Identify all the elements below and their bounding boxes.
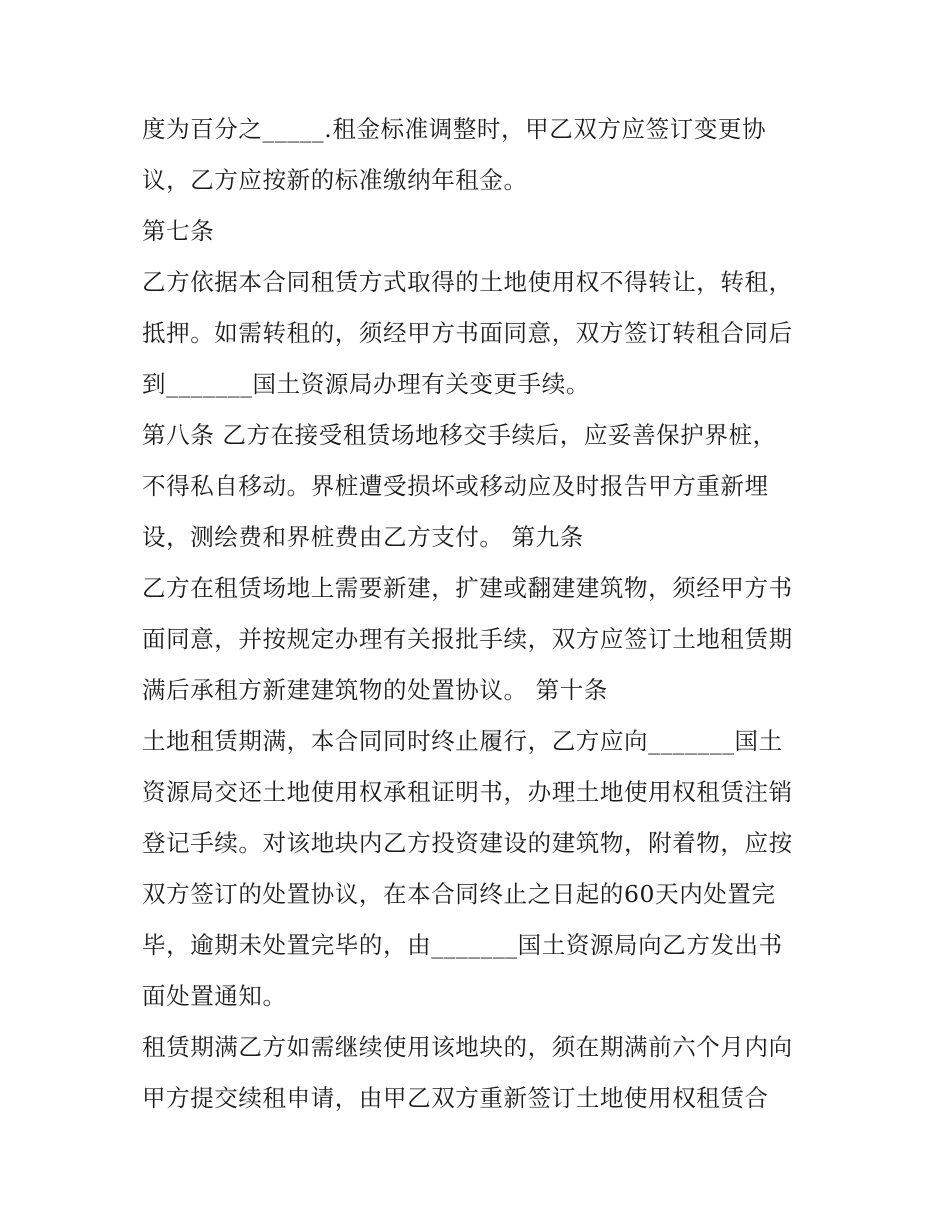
text-line: 面处置通知。 bbox=[142, 982, 287, 1010]
text-line: 议，乙方应按新的标准缴纳年租金。 bbox=[142, 166, 528, 194]
text-line: 资源局交还土地使用权承租证明书，办理土地使用权租赁注销 bbox=[142, 778, 793, 806]
article-heading: 第七条 bbox=[142, 217, 215, 245]
text-line: 土地租赁期满，本合同同时终止履行，乙方应向_______国土 bbox=[142, 727, 783, 755]
text-line: 甲方提交续租申请，由甲乙双方重新签订土地使用权租赁合 bbox=[142, 1084, 769, 1112]
text-line: 乙方在租赁场地上需要新建，扩建或翻建建筑物，须经甲方书 bbox=[142, 574, 793, 602]
text-line: 双方签订的处置协议，在本合同终止之日起的60天内处置完 bbox=[142, 880, 776, 908]
document-body bbox=[142, 104, 822, 1124]
text-line: 满后承租方新建建筑物的处置协议。 第十条 bbox=[142, 676, 608, 704]
text-line: 毕，逾期未处置完毕的，由_______国土资源局向乙方发出书 bbox=[142, 931, 783, 959]
text-line: 乙方依据本合同租赁方式取得的土地使用权不得转让，转租， bbox=[142, 268, 793, 296]
text-line: 租赁期满乙方如需继续使用该地块的，须在期满前六个月内向 bbox=[142, 1033, 793, 1061]
text-line: 度为百分之_____.租金标准调整时，甲乙双方应签订变更协 bbox=[142, 115, 767, 143]
text-line: 登记手续。对该地块内乙方投资建设的建筑物，附着物，应按 bbox=[142, 829, 793, 857]
text-line: 第八条 乙方在接受租赁场地移交手续后，应妥善保护界桩， bbox=[142, 421, 777, 449]
text-line: 抵押。如需转租的，须经甲方书面同意，双方签订转租合同后 bbox=[142, 319, 793, 347]
text-line: 设，测绘费和界桩费由乙方支付。 第九条 bbox=[142, 523, 584, 551]
text-line: 面同意，并按规定办理有关报批手续，双方应签订土地租赁期 bbox=[142, 625, 793, 653]
text-line: 到_______国土资源局办理有关变更手续。 bbox=[142, 370, 590, 398]
text-line: 不得私自移动。界桩遭受损坏或移动应及时报告甲方重新埋 bbox=[142, 472, 769, 500]
